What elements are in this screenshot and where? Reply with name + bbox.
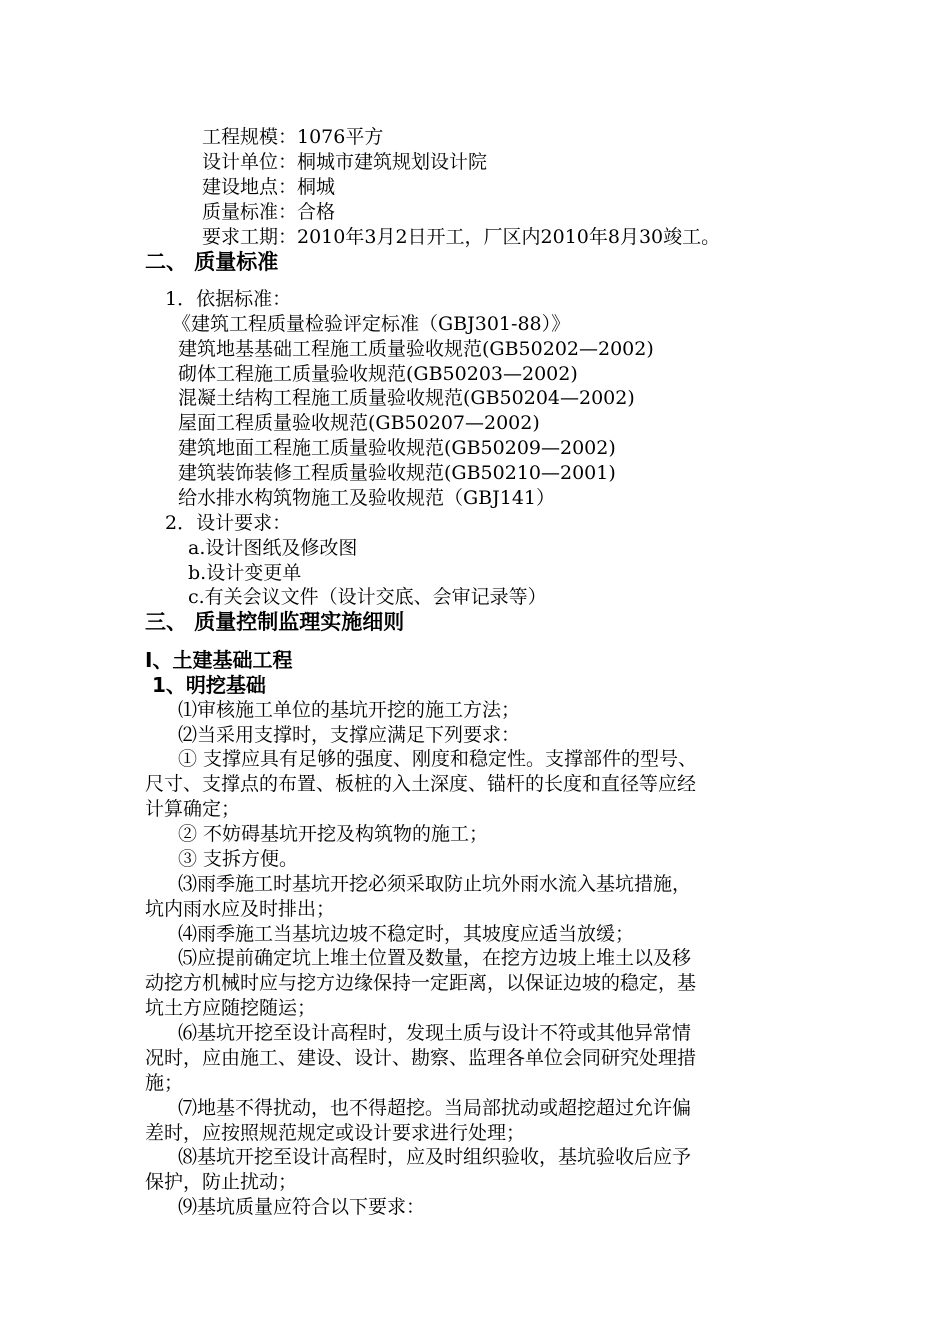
design-requirement-item: b.设计变更单 xyxy=(188,562,302,584)
paragraph-line: 施； xyxy=(145,1072,184,1094)
standard-item: 屋面工程质量验收规范(GB50207—2002) xyxy=(178,412,540,434)
project-scale: 工程规模：1076平方 xyxy=(202,126,384,148)
project-schedule: 要求工期：2010年3月2日开工，厂区内2010年8月30竣工。 xyxy=(202,226,721,248)
standard-item: 《建筑工程质量检验评定标准（GBJ301-88）》 xyxy=(172,313,571,335)
standard-item: 给水排水构筑物施工及验收规范（GBJ141） xyxy=(178,487,556,509)
design-requirement-item: a.设计图纸及修改图 xyxy=(188,537,358,559)
design-requirement-item: c.有关会议文件（设计交底、会审记录等） xyxy=(188,586,547,608)
basis-standards-label: 1．依据标准： xyxy=(165,288,292,310)
paragraph-line: 计算确定； xyxy=(145,798,241,820)
project-design-unit: 设计单位：桐城市建筑规划设计院 xyxy=(202,151,488,173)
paragraph-line: 坑土方应随挖随运； xyxy=(145,997,317,1019)
section-2-heading: 二、 质量标准 xyxy=(145,250,279,274)
paragraph-line: 坑内雨水应及时排出； xyxy=(145,898,336,920)
paragraph-line: 况时，应由施工、建设、设计、勘察、监理各单位会同研究处理措 xyxy=(145,1047,697,1069)
paragraph-line: 保护，防止扰动； xyxy=(145,1171,298,1193)
paragraph-line: ⑹基坑开挖至设计高程时，发现土质与设计不符或其他异常情 xyxy=(178,1022,692,1044)
standard-item: 建筑地面工程施工质量验收规范(GB50209—2002) xyxy=(178,437,616,459)
standard-item: 砌体工程施工质量验收规范(GB50203—2002) xyxy=(178,363,578,385)
paragraph-line: ⑸应提前确定坑上堆土位置及数量，在挖方边坡上堆土以及移 xyxy=(178,947,692,969)
paragraph-line: 差时，应按照规范规定或设计要求进行处理； xyxy=(145,1122,526,1144)
paragraph-line: ⑻基坑开挖至设计高程时，应及时组织验收，基坑验收后应予 xyxy=(178,1146,692,1168)
standard-item: 建筑装饰装修工程质量验收规范(GB50210—2001) xyxy=(178,462,616,484)
paragraph-line: 尺寸、支撑点的布置、板桩的入土深度、锚杆的长度和直径等应经 xyxy=(145,773,697,795)
design-requirements-label: 2．设计要求： xyxy=(165,512,292,534)
project-quality-standard: 质量标准：合格 xyxy=(202,201,336,223)
subsection-1-heading: 1、明挖基础 xyxy=(152,673,266,697)
paragraph-line: ⑵当采用支撑时，支撑应满足下列要求： xyxy=(178,724,521,746)
paragraph-line: ⑷雨季施工当基坑边坡不稳定时，其坡度应适当放缓； xyxy=(178,923,635,945)
paragraph-line: ⑼基坑质量应符合以下要求： xyxy=(178,1196,426,1218)
standard-item: 混凝土结构工程施工质量验收规范(GB50204—2002) xyxy=(178,387,635,409)
paragraph-line: ⑴审核施工单位的基坑开挖的施工方法； xyxy=(178,699,521,721)
paragraph-line: ① 支撑应具有足够的强度、刚度和稳定性。支撑部件的型号、 xyxy=(178,748,698,770)
paragraph-line: ⑺地基不得扰动，也不得超挖。当局部扰动或超挖超过允许偏 xyxy=(178,1097,692,1119)
paragraph-line: ⑶雨季施工时基坑开挖必须采取防止坑外雨水流入基坑措施， xyxy=(178,873,692,895)
paragraph-line: ② 不妨碍基坑开挖及构筑物的施工； xyxy=(178,823,489,845)
paragraph-line: 动挖方机械时应与挖方边缘保持一定距离，以保证边坡的稳定，基 xyxy=(145,972,697,994)
subsection-heading: Ⅰ、土建基础工程 xyxy=(145,648,293,672)
project-location: 建设地点：桐城 xyxy=(202,176,336,198)
section-3-heading: 三、 质量控制监理实施细则 xyxy=(145,610,405,634)
standard-item: 建筑地基基础工程施工质量验收规范(GB50202—2002) xyxy=(178,338,654,360)
paragraph-line: ③ 支拆方便。 xyxy=(178,848,299,870)
